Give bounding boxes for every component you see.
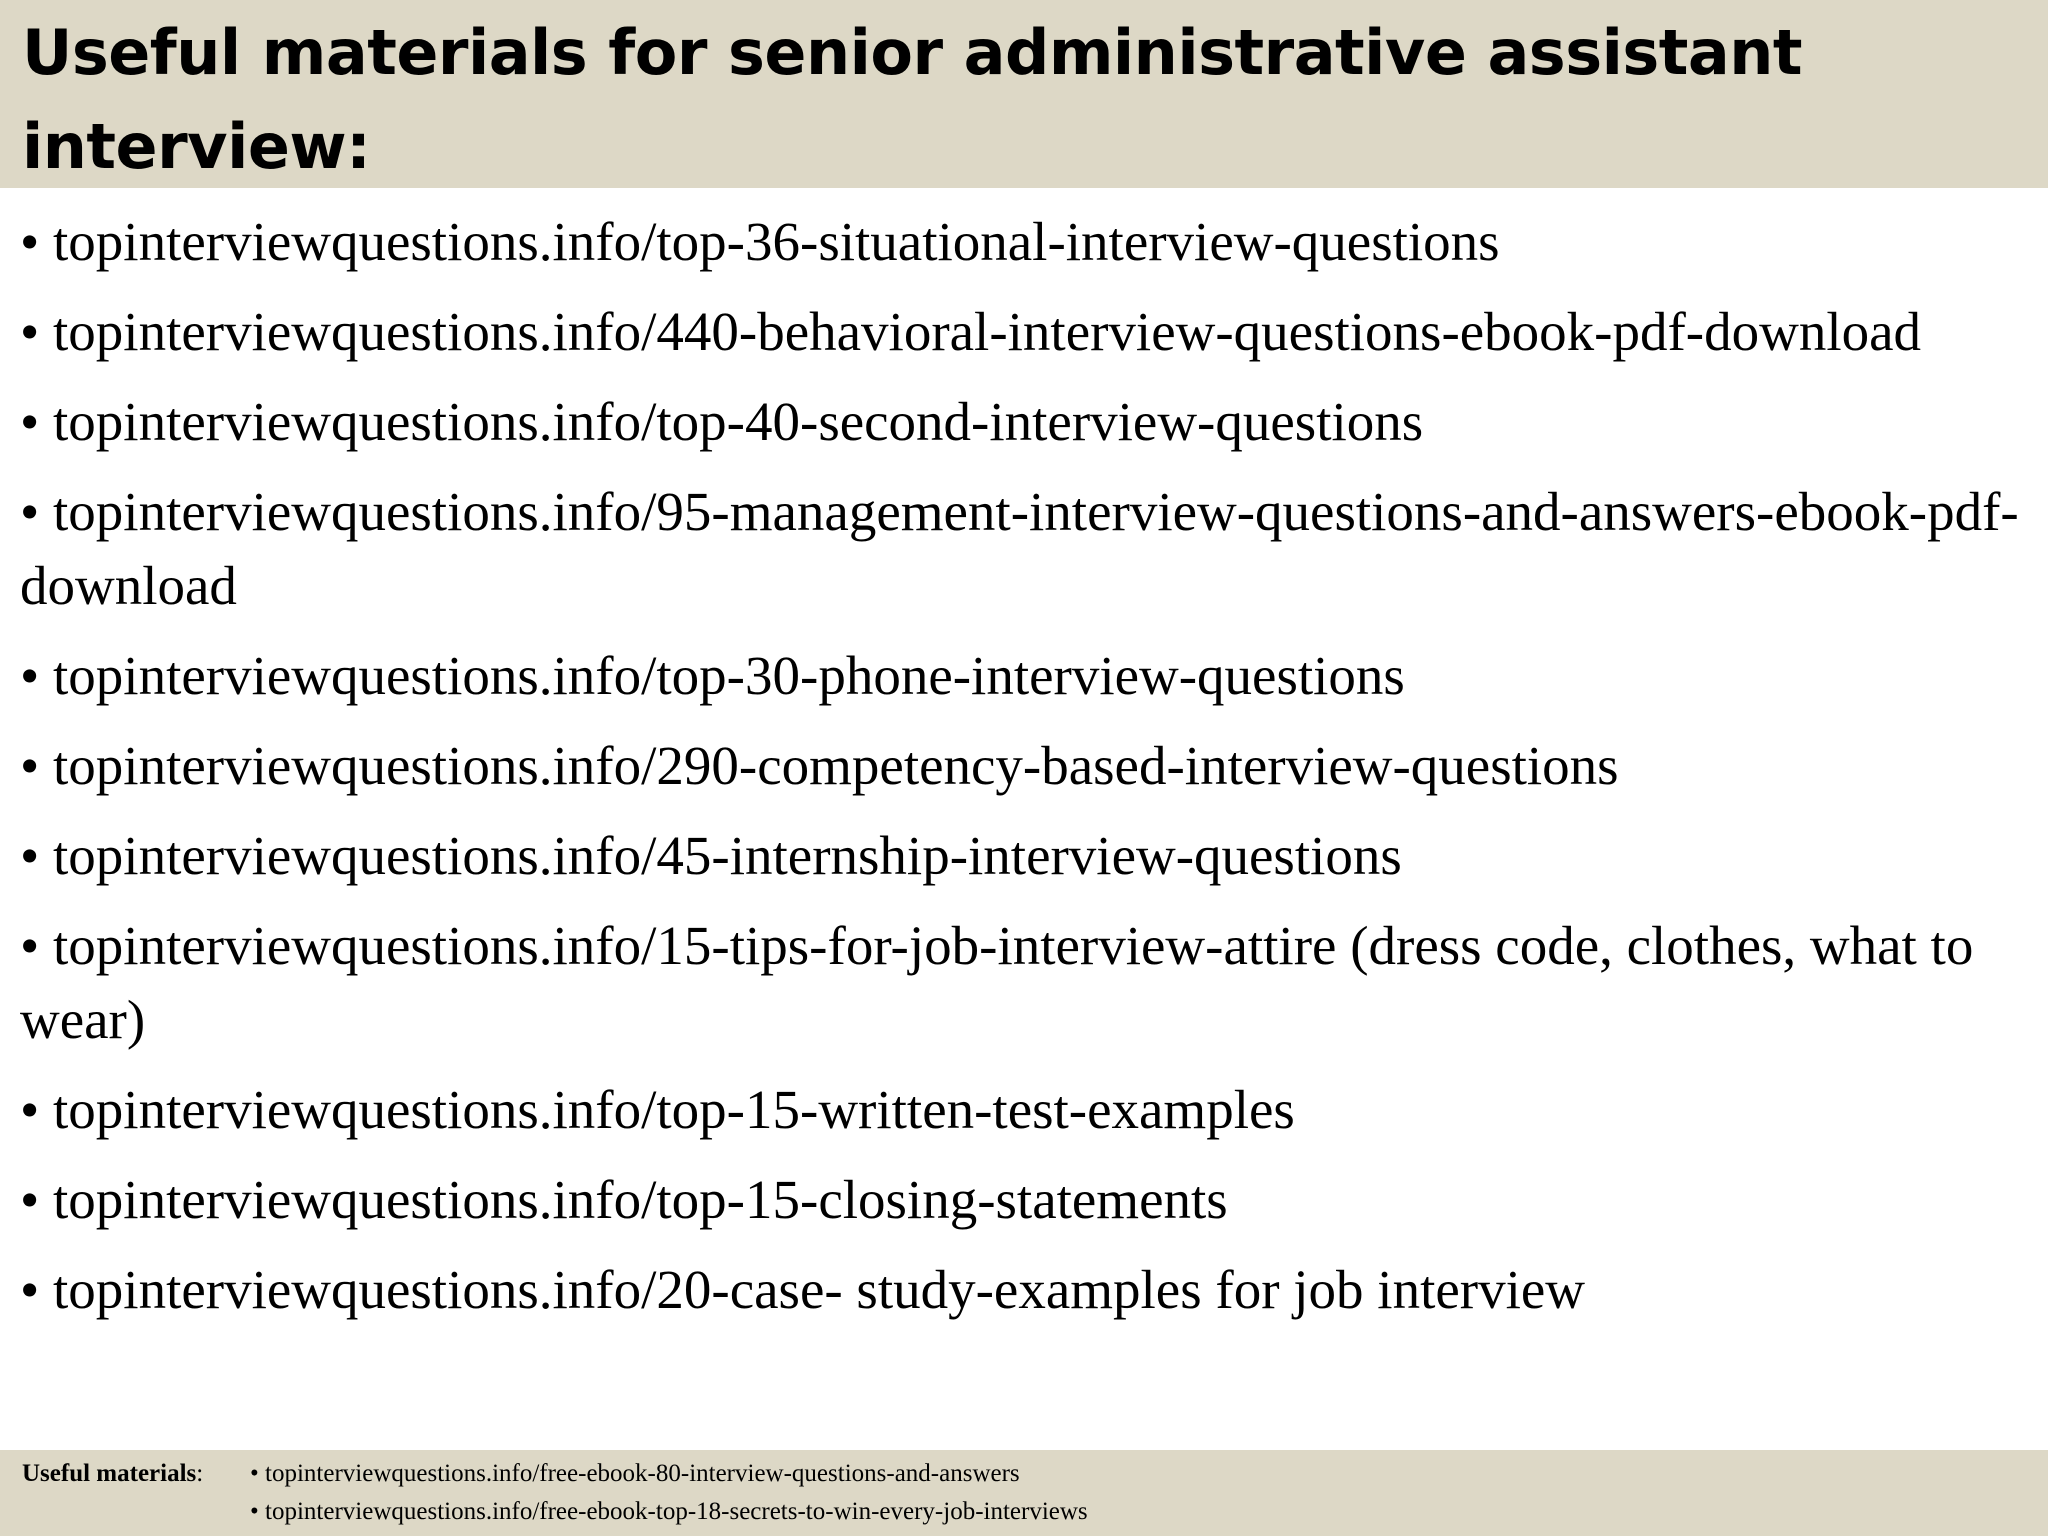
list-item[interactable] — [20, 475, 2030, 623]
bullet-glyph: • — [20, 825, 40, 886]
bullet-glyph: • — [20, 735, 40, 796]
list-item-text: topinterviewquestions.info/top-15-written-test-examples — [53, 1079, 1295, 1140]
list-item[interactable] — [20, 205, 2030, 279]
list-item-text: topinterviewquestions.info/top-40-second-interview-questions — [53, 391, 1424, 452]
list-item[interactable] — [20, 729, 2030, 803]
list-item[interactable] — [20, 819, 2030, 893]
bullet-glyph: • — [20, 301, 40, 362]
footer-link-text: topinterviewquestions.info/free-ebook-80-interview-questions-and-answers — [265, 1460, 1020, 1487]
list-item-text: topinterviewquestions.info/20-case- study-examples for job interview — [53, 1259, 1585, 1320]
bullet-glyph: • — [250, 1498, 259, 1525]
footer-separator: : — [196, 1460, 204, 1487]
footer-label — [22, 1455, 250, 1493]
bullet-glyph: • — [250, 1460, 259, 1487]
list-item-text: topinterviewquestions.info/290-competency-based-interview-questions — [53, 735, 1619, 796]
list-item-text: topinterviewquestions.info/45-internship-interview-questions — [53, 825, 1402, 886]
footer — [22, 1455, 1088, 1531]
bullet-glyph: • — [20, 1169, 40, 1230]
materials-list — [20, 205, 2030, 1343]
list-item-text: topinterviewquestions.info/top-15-closing-statements — [53, 1169, 1228, 1230]
list-item-text: topinterviewquestions.info/15-tips-for-job-interview-attire (dress code, clothes, what to wear) — [20, 915, 1974, 1050]
list-item-text: topinterviewquestions.info/top-30-phone-interview-questions — [53, 645, 1405, 706]
list-item[interactable] — [20, 1163, 2030, 1237]
footer-row — [22, 1493, 1088, 1531]
list-item[interactable] — [20, 1073, 2030, 1147]
footer-label-spacer — [22, 1493, 250, 1531]
footer-link[interactable] — [250, 1455, 1020, 1493]
bullet-glyph: • — [20, 211, 40, 272]
list-item-text: topinterviewquestions.info/95-management-interview-questions-and-answers-ebook-pdf-download — [20, 481, 2019, 616]
list-item[interactable] — [20, 1253, 2030, 1327]
footer-row — [22, 1455, 1088, 1493]
bullet-glyph: • — [20, 391, 40, 452]
footer-link-text: topinterviewquestions.info/free-ebook-top-18-secrets-to-win-every-job-interviews — [265, 1498, 1088, 1525]
list-item[interactable] — [20, 639, 2030, 713]
bullet-glyph: • — [20, 915, 40, 976]
list-item[interactable] — [20, 909, 2030, 1057]
slide-title: Useful materials for senior administrative assistant interview: — [22, 16, 1803, 183]
list-item[interactable] — [20, 385, 2030, 459]
list-item-text: topinterviewquestions.info/top-36-situational-interview-questions — [53, 211, 1500, 272]
bullet-glyph: • — [20, 481, 40, 542]
bullet-glyph: • — [20, 1259, 40, 1320]
bullet-glyph: • — [20, 645, 40, 706]
footer-link[interactable] — [250, 1493, 1088, 1531]
list-item-text: topinterviewquestions.info/440-behavioral-interview-questions-ebook-pdf-download — [53, 301, 1922, 362]
footer-label-text: Useful materials — [22, 1460, 197, 1487]
list-item[interactable] — [20, 295, 2030, 369]
bullet-glyph: • — [20, 1079, 40, 1140]
